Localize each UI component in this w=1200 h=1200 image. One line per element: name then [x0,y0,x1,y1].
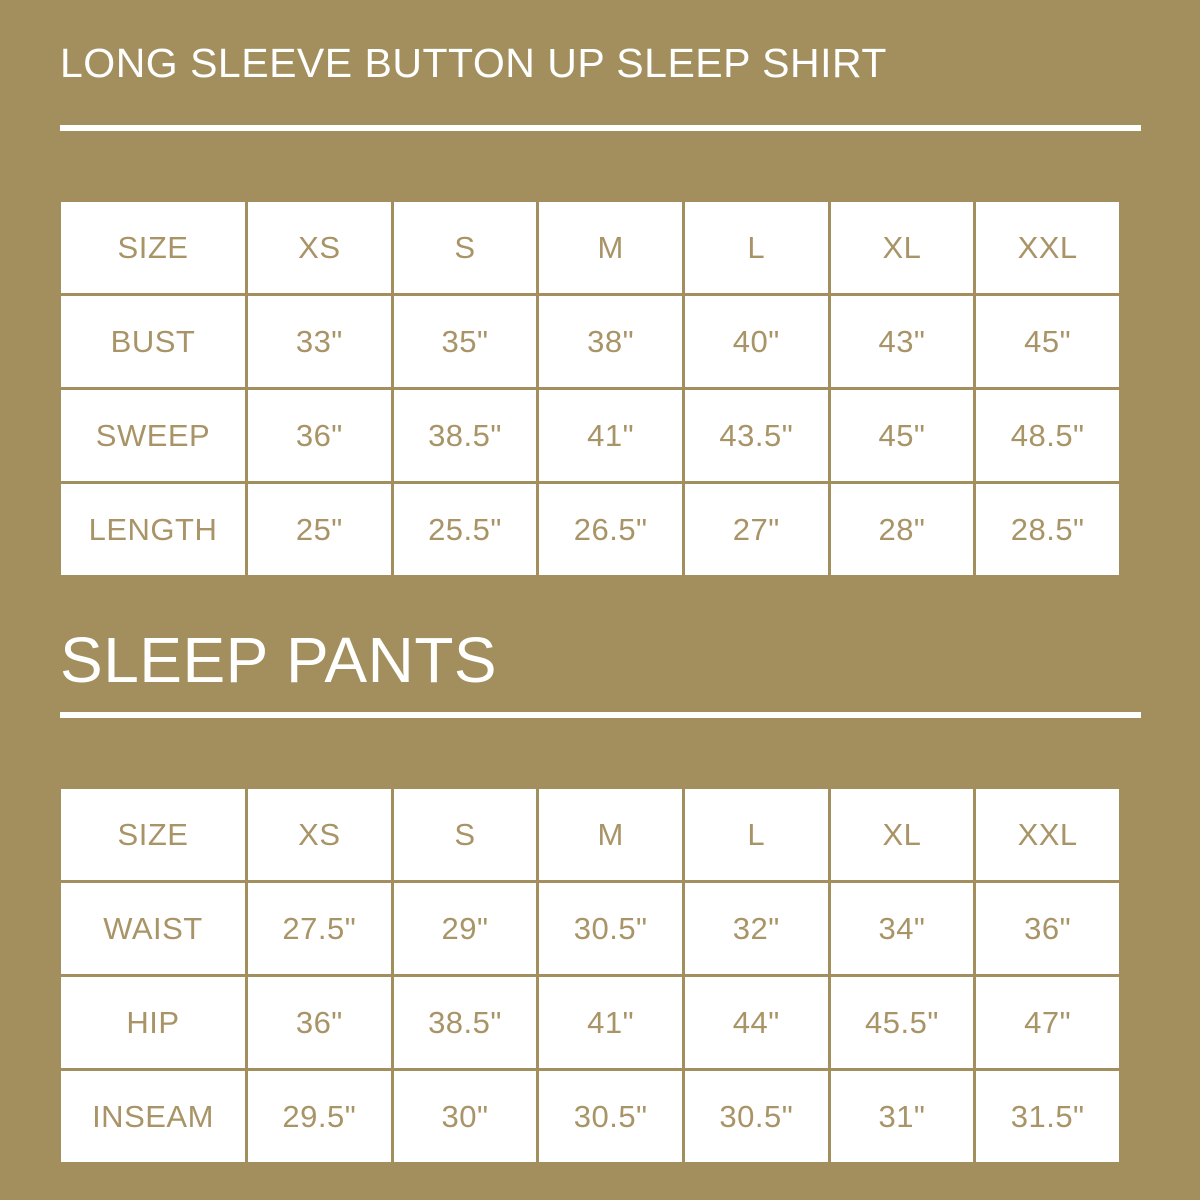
shirt-header-s: S [394,202,537,293]
pants-header-xl: XL [831,789,974,880]
pants-size-table [58,786,1122,1165]
shirt-bust-s: 35" [394,296,537,387]
shirt-length-label: LENGTH [61,484,245,575]
shirt-bust-xxl: 45" [976,296,1119,387]
shirt-header-xl: XL [831,202,974,293]
shirt-length-xxl: 28.5" [976,484,1119,575]
pants-hip-xs: 36" [248,977,391,1068]
shirt-size-table [58,199,1122,578]
pants-inseam-m: 30.5" [539,1071,682,1162]
pants-header-row [61,789,1119,880]
pants-header-s: S [394,789,537,880]
shirt-sweep-l: 43.5" [685,390,828,481]
shirt-sweep-label: SWEEP [61,390,245,481]
pants-hip-s: 38.5" [394,977,537,1068]
shirt-section-title: LONG SLEEVE BUTTON UP SLEEP SHIRT [60,40,887,86]
shirt-bust-l: 40" [685,296,828,387]
pants-waist-xxl: 36" [976,883,1119,974]
shirt-sweep-xs: 36" [248,390,391,481]
shirt-sweep-xxl: 48.5" [976,390,1119,481]
pants-inseam-label: INSEAM [61,1071,245,1162]
shirt-sweep-xl: 45" [831,390,974,481]
pants-waist-xl: 34" [831,883,974,974]
shirt-row-sweep [61,390,1119,481]
shirt-header-l: L [685,202,828,293]
shirt-length-l: 27" [685,484,828,575]
pants-hip-l: 44" [685,977,828,1068]
pants-waist-xs: 27.5" [248,883,391,974]
shirt-sweep-s: 38.5" [394,390,537,481]
shirt-header-m: M [539,202,682,293]
shirt-header-row [61,202,1119,293]
shirt-title-divider [60,125,1141,131]
pants-section-title: SLEEP PANTS [60,624,498,696]
pants-hip-xxl: 47" [976,977,1119,1068]
shirt-bust-xs: 33" [248,296,391,387]
pants-hip-m: 41" [539,977,682,1068]
pants-inseam-xl: 31" [831,1071,974,1162]
shirt-length-m: 26.5" [539,484,682,575]
pants-row-inseam [61,1071,1119,1162]
pants-header-xxl: XXL [976,789,1119,880]
shirt-bust-label: BUST [61,296,245,387]
shirt-row-length [61,484,1119,575]
pants-header-l: L [685,789,828,880]
pants-waist-label: WAIST [61,883,245,974]
shirt-length-xs: 25" [248,484,391,575]
pants-inseam-xs: 29.5" [248,1071,391,1162]
pants-inseam-s: 30" [394,1071,537,1162]
pants-header-xs: XS [248,789,391,880]
shirt-length-xl: 28" [831,484,974,575]
pants-row-hip [61,977,1119,1068]
shirt-row-bust [61,296,1119,387]
shirt-header-xs: XS [248,202,391,293]
pants-hip-xl: 45.5" [831,977,974,1068]
pants-inseam-xxl: 31.5" [976,1071,1119,1162]
pants-waist-s: 29" [394,883,537,974]
pants-header-m: M [539,789,682,880]
pants-inseam-l: 30.5" [685,1071,828,1162]
pants-waist-l: 32" [685,883,828,974]
pants-row-waist [61,883,1119,974]
shirt-bust-xl: 43" [831,296,974,387]
shirt-sweep-m: 41" [539,390,682,481]
shirt-length-s: 25.5" [394,484,537,575]
pants-title-divider [60,712,1141,718]
shirt-bust-m: 38" [539,296,682,387]
shirt-header-xxl: XXL [976,202,1119,293]
shirt-header-size-label: SIZE [61,202,245,293]
pants-waist-m: 30.5" [539,883,682,974]
pants-hip-label: HIP [61,977,245,1068]
pants-header-size-label: SIZE [61,789,245,880]
